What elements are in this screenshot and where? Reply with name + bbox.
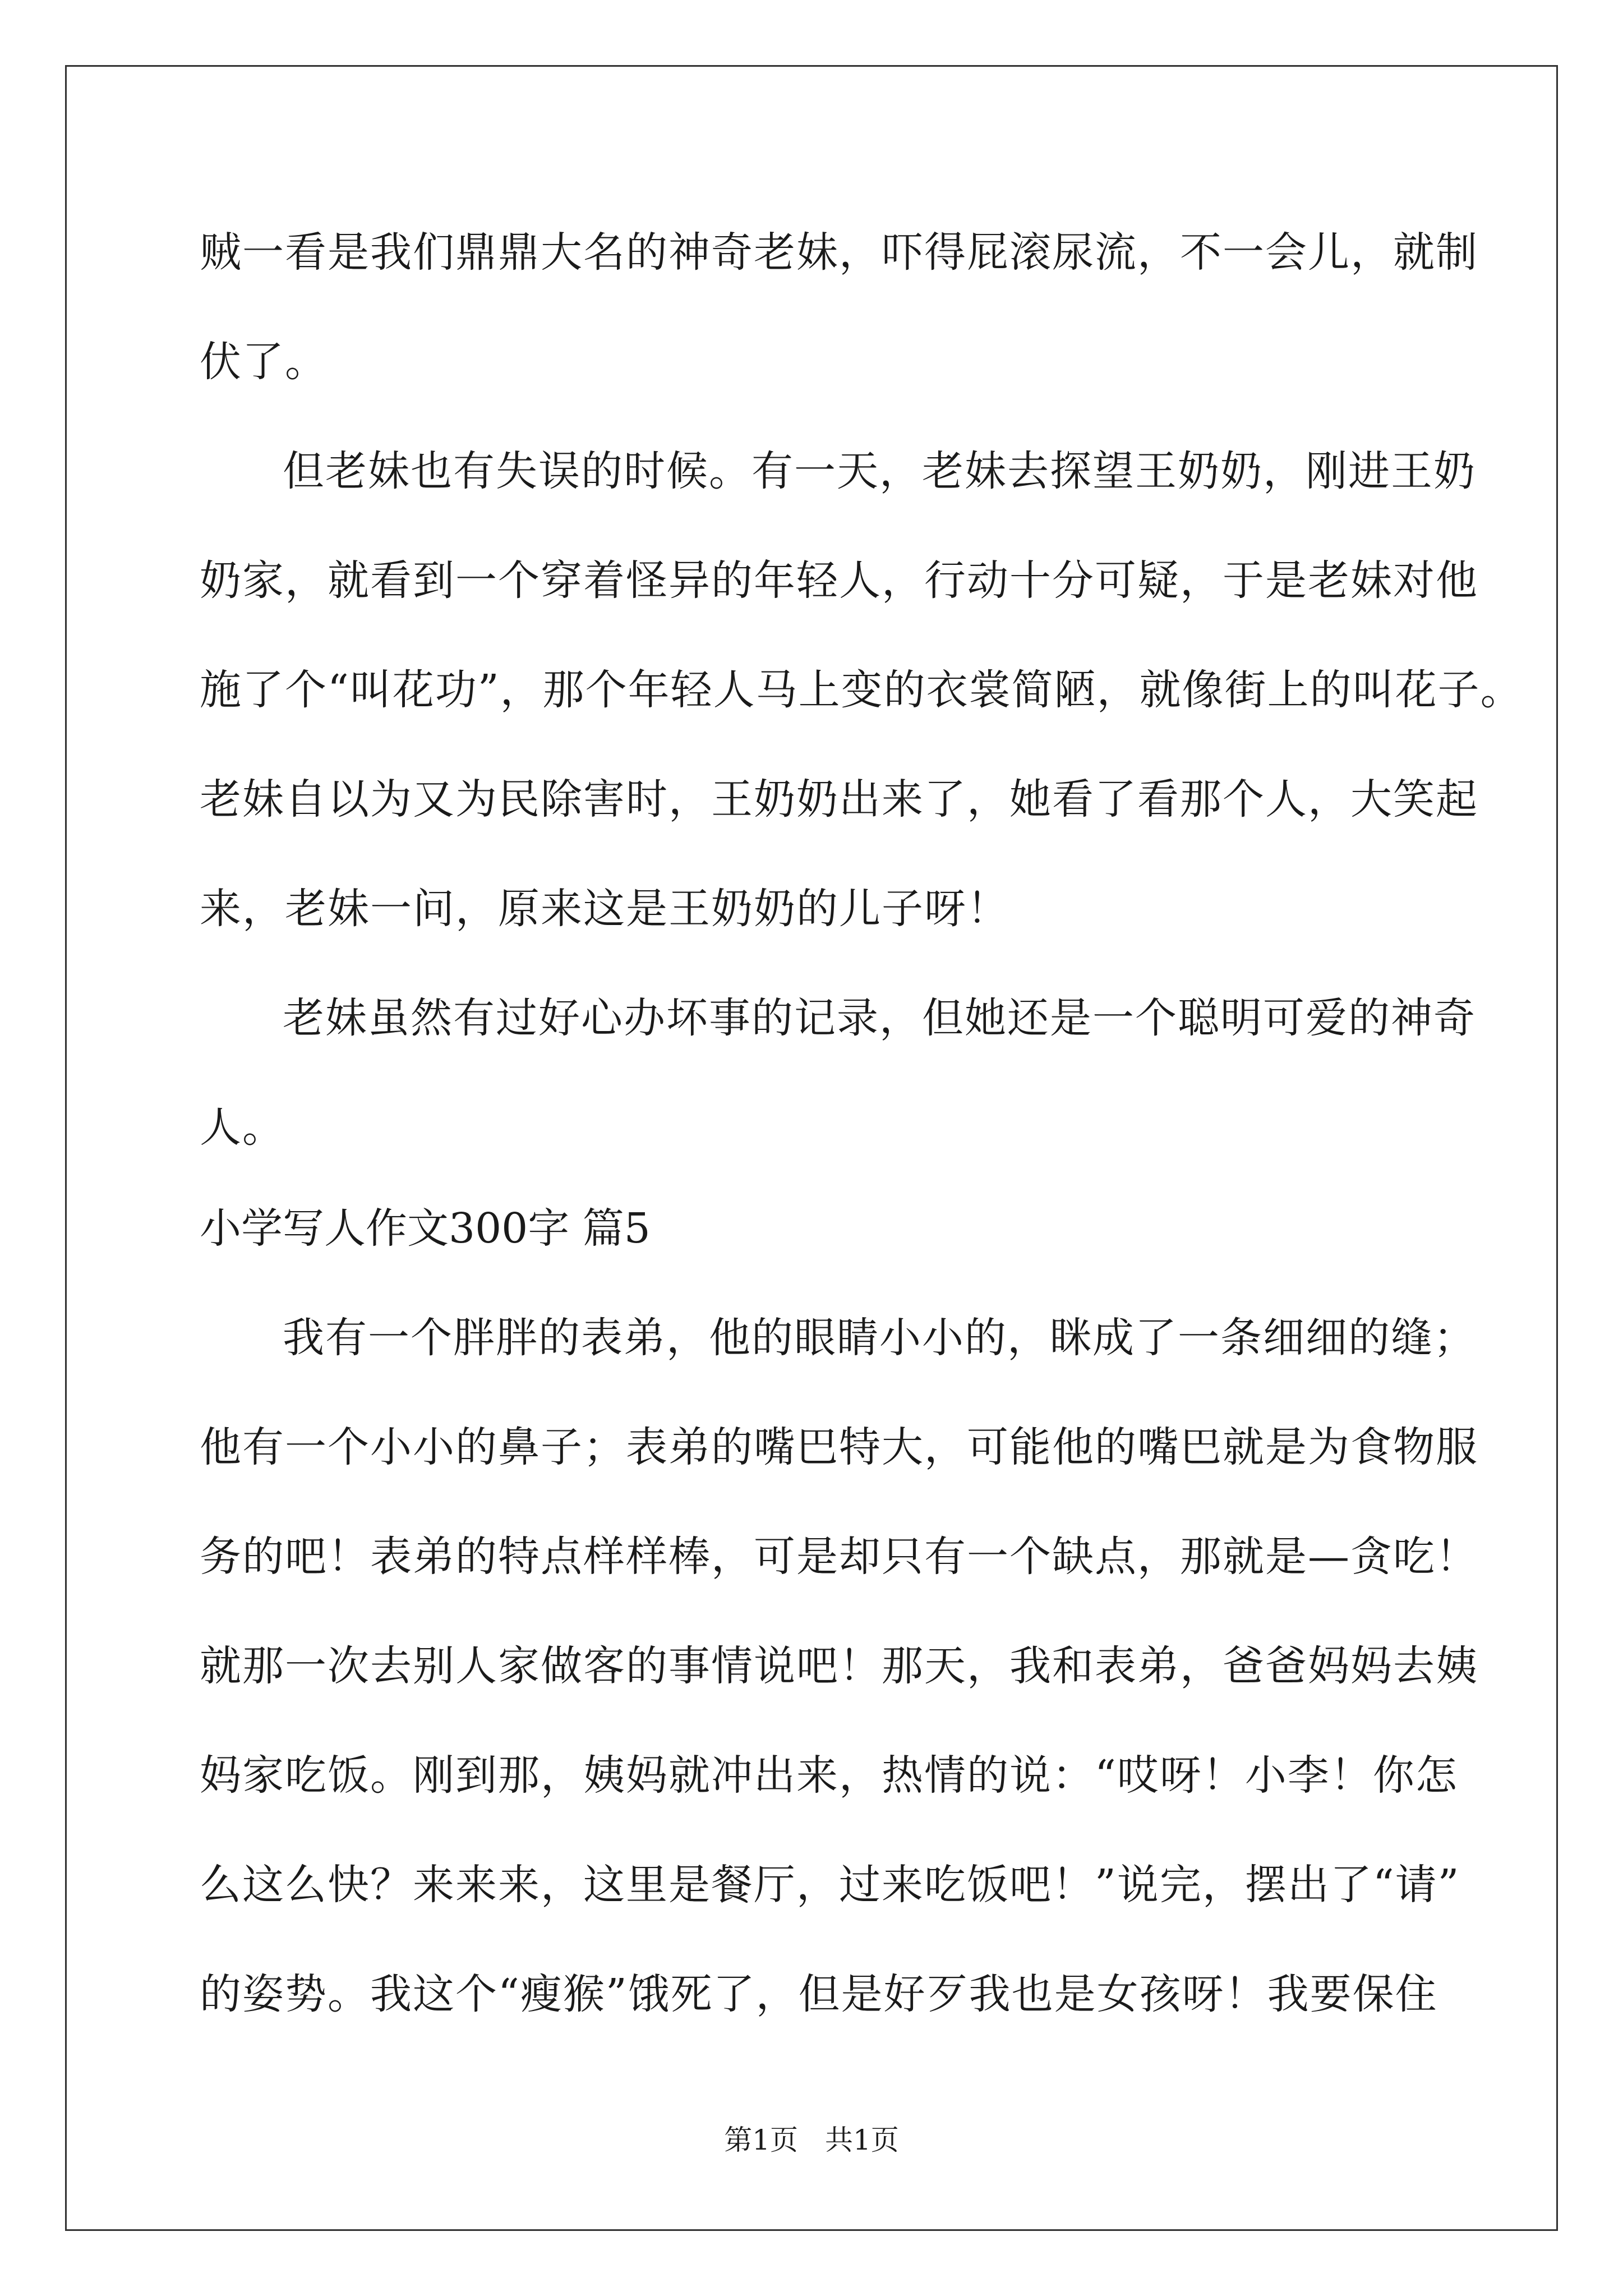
text-line: 奶家，就看到一个穿着怪异的年轻人，行动十分可疑，于是老妹对他	[200, 556, 1478, 605]
text-line: 来，老妹一问，原来这是王奶奶的儿子呀！	[200, 885, 1009, 933]
paragraph-start-line: 我有一个胖胖的表弟，他的眼睛小小的，眯成了一条细细的缝；	[283, 1314, 1476, 1362]
text-line: 他有一个小小的鼻子；表弟的嘴巴特大，可能他的嘴巴就是为食物服	[200, 1423, 1478, 1471]
text-line: 老妹自以为又为民除害时，王奶奶出来了，她看了看那个人，大笑起	[200, 775, 1478, 823]
page-footer	[0, 2123, 1623, 2157]
text-line: 施了个“叫花功”，那个年轻人马上变的衣裳简陋，就像街上的叫花子。	[200, 666, 1523, 714]
text-line: 贼一看是我们鼎鼎大名的神奇老妹，吓得屁滚尿流，不一会儿，就制	[200, 228, 1478, 277]
text-line: 么这么快？来来来，这里是餐厅，过来吃饭吧！”说完，摆出了“请”	[200, 1861, 1460, 1909]
page-total: 共1页	[825, 2124, 899, 2156]
text-line: 务的吧！表弟的特点样样棒，可是却只有一个缺点，那就是—贪吃！	[200, 1533, 1478, 1581]
paragraph-start-line: 但老妹也有失误的时候。有一天，老妹去探望王奶奶，刚进王奶	[283, 447, 1476, 495]
paragraph-start-line: 老妹虽然有过好心办坏事的记录，但她还是一个聪明可爱的神奇	[283, 994, 1476, 1042]
text-line: 的姿势。我这个“瘦猴”饿死了，但是好歹我也是女孩呀！我要保住	[200, 1970, 1438, 2018]
text-line: 伏了。	[200, 338, 328, 386]
text-line: 人。	[200, 1103, 285, 1152]
section-heading: 小学写人作文300字 篇5	[200, 1204, 651, 1253]
text-line: 妈家吃饭。刚到那，姨妈就冲出来，热情的说：“哎呀！小李！你怎	[200, 1751, 1458, 1800]
text-line: 就那一次去别人家做客的事情说吧！那天，我和表弟，爸爸妈妈去姨	[200, 1642, 1478, 1690]
page-number: 第1页	[724, 2124, 798, 2156]
